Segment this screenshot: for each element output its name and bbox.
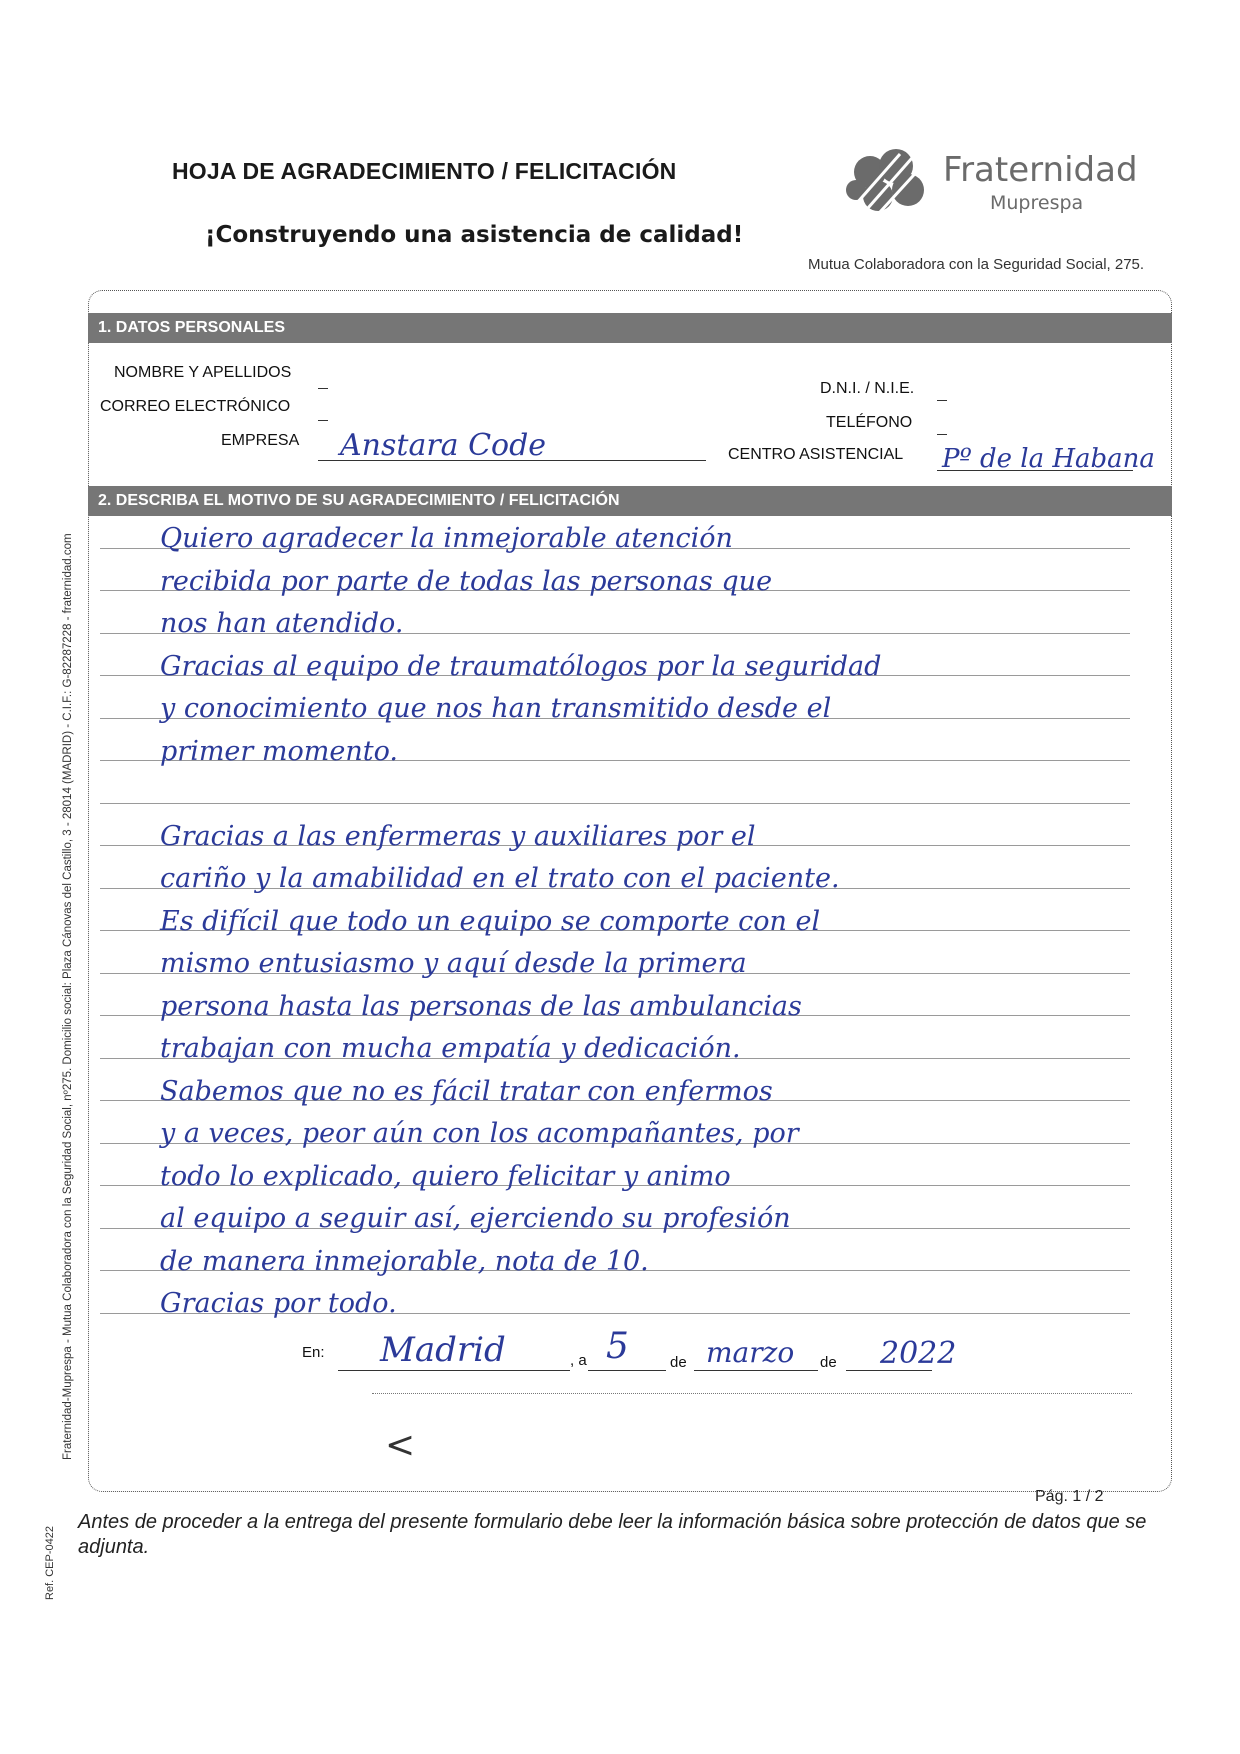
message-line: primer momento. — [160, 735, 398, 767]
message-line: Gracias al equipo de traumatólogos por la seguridad — [160, 650, 882, 682]
page-number: Pág. 1 / 2 — [1035, 1488, 1104, 1505]
ref-code: Ref. CEP-0422 — [44, 1526, 56, 1600]
centro-value: Pº de la Habana — [942, 444, 1155, 474]
mutua-text: Mutua Colaboradora con la Seguridad Social, 275. — [808, 256, 1145, 273]
brand-name: Fraternidad — [943, 150, 1138, 190]
message-line: Sabemos que no es fácil tratar con enfermos — [160, 1075, 773, 1107]
de-label-2: de — [820, 1354, 837, 1371]
data-protection-notice: Antes de proceder a la entrega del presente formulario debe leer la información básica sobre protección de datos que se adjunta. — [78, 1511, 1147, 1558]
city-field[interactable] — [338, 1370, 570, 1371]
form-title: HOJA DE AGRADECIMIENTO / FELICITACIÓN — [172, 158, 677, 184]
message-line: Gracias por todo. — [160, 1288, 397, 1319]
section2-header: 2. DESCRIBA EL MOTIVO DE SU AGRADECIMIENTO / FELICITACIÓN — [88, 486, 1172, 516]
message-line: nos han atendido. — [160, 608, 404, 639]
month-value: marzo — [706, 1336, 795, 1369]
message-line: de manera inmejorable, nota de 10. — [160, 1245, 649, 1277]
section1-header: 1. DATOS PERSONALES — [88, 313, 1172, 343]
message-line: trabajan con mucha empatía y dedicación. — [160, 1033, 741, 1064]
empresa-label: EMPRESA — [221, 432, 300, 449]
fraternidad-logo-icon — [838, 146, 938, 216]
message-line — [160, 773, 1135, 816]
telefono-label: TELÉFONO — [826, 414, 913, 431]
correo-field[interactable] — [318, 420, 328, 421]
centro-label: CENTRO ASISTENCIAL — [728, 446, 904, 463]
month-field[interactable] — [694, 1370, 818, 1371]
message-line: persona hasta las personas de las ambulancias — [160, 990, 802, 1022]
telefono-field[interactable] — [937, 434, 947, 435]
nombre-field[interactable] — [318, 388, 328, 389]
message-line: Quiero agradecer la inmejorable atención — [160, 523, 733, 554]
ref-code-container — [44, 1500, 62, 1600]
form-subtitle: ¡Construyendo una asistencia de calidad! — [205, 222, 744, 248]
correo-label: CORREO ELECTRÓNICO — [100, 398, 291, 415]
dni-field[interactable] — [937, 400, 947, 401]
message-line: y a veces, peor aún con los acompañantes, por — [160, 1118, 799, 1149]
day-value: 5 — [606, 1326, 629, 1367]
message-line: recibida por parte de todas las personas que — [160, 565, 773, 597]
message-line: mismo entusiasmo y aquí desde la primera — [160, 948, 747, 979]
en-label: En: — [302, 1344, 325, 1361]
message-line: Gracias a las enfermeras y auxiliares por el — [160, 820, 756, 852]
signature-line — [372, 1393, 1132, 1394]
message-line: cariño y la amabilidad en el trato con el paciente. — [160, 863, 840, 894]
message-line: y conocimiento que nos han transmitido desde el — [160, 693, 832, 724]
signature-mark: < — [385, 1425, 416, 1466]
side-legal-text-container — [62, 345, 80, 1460]
a-label: , a — [570, 1352, 587, 1369]
side-legal-text: Fraternidad-Muprespa - Mutua Colaboradora con la Seguridad Social, nº275. Domicilio social: Plaza Cánovas del Castillo, 3 - 28014 (MADRID) - C.I.F.: G-82287228 - fraternidad.com — [62, 533, 74, 1460]
de-label-1: de — [670, 1354, 687, 1371]
brand-sub: Muprespa — [990, 192, 1084, 214]
message-line: todo lo explicado, quiero felicitar y animo — [160, 1160, 731, 1192]
message-line: al equipo a seguir así, ejerciendo su profesión — [160, 1203, 791, 1234]
message-text[interactable] — [160, 518, 1135, 1326]
city-value: Madrid — [380, 1330, 506, 1370]
message-line: Es difícil que todo un equipo se comporte con el — [160, 905, 821, 937]
dni-label: D.N.I. / N.I.E. — [820, 380, 915, 397]
nombre-label: NOMBRE Y APELLIDOS — [114, 364, 292, 381]
year-value: 2022 — [880, 1336, 957, 1371]
empresa-value: Anstara Code — [340, 428, 547, 463]
day-field[interactable] — [588, 1370, 666, 1371]
